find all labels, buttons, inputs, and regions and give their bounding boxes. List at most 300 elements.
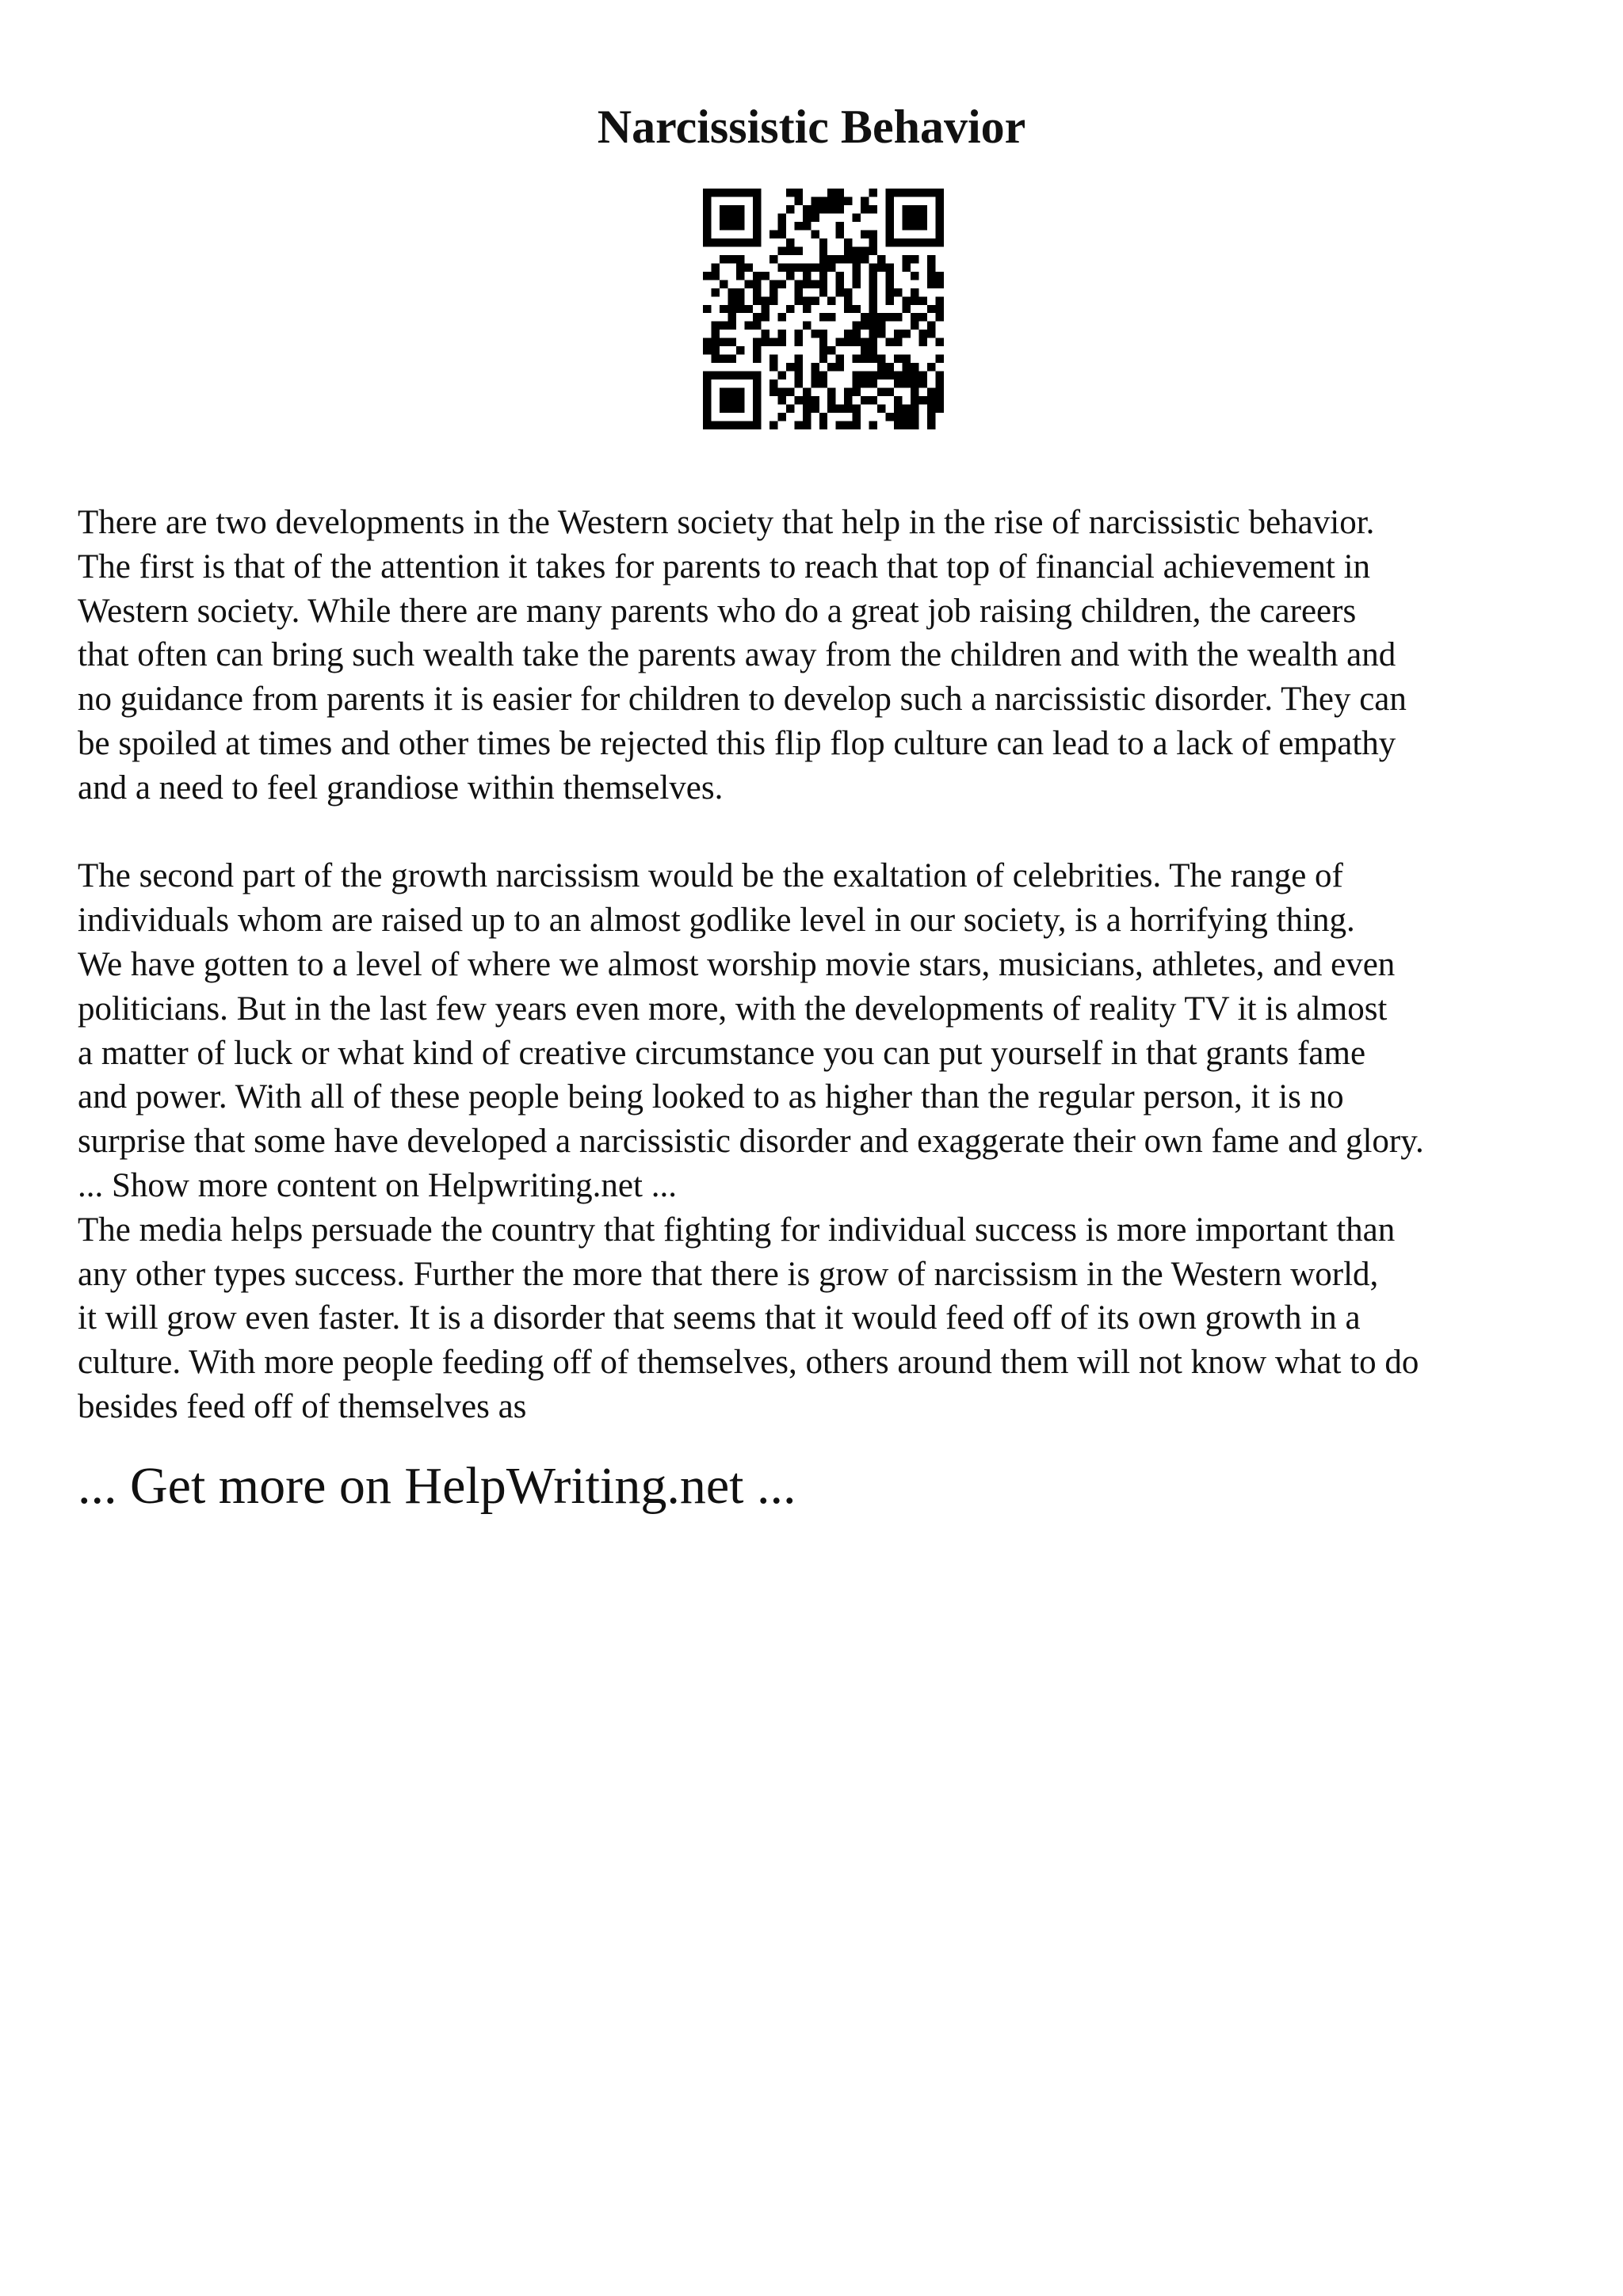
qr-module xyxy=(827,296,835,304)
qr-module xyxy=(753,213,761,221)
qr-module xyxy=(720,322,727,330)
qr-module xyxy=(794,372,802,379)
qr-module xyxy=(811,213,819,221)
get-more-link[interactable]: ... Get more on HelpWriting.net ... xyxy=(78,1457,796,1515)
qr-module xyxy=(777,330,785,338)
qr-module xyxy=(736,213,744,221)
qr-module xyxy=(720,189,727,196)
text-line: any other types success. Further the more that there is grow of narcissism in the Western world, xyxy=(78,1255,1379,1293)
qr-module xyxy=(869,280,877,288)
qr-module xyxy=(703,421,711,429)
qr-module xyxy=(894,421,902,429)
qr-module xyxy=(769,363,777,371)
qr-module xyxy=(819,272,827,280)
qr-module xyxy=(753,238,761,246)
qr-module xyxy=(753,338,761,346)
qr-module xyxy=(786,246,794,254)
qr-module xyxy=(703,189,711,196)
qr-module xyxy=(836,222,844,230)
qr-module xyxy=(869,313,877,321)
qr-module xyxy=(936,272,944,280)
qr-module xyxy=(853,213,861,221)
qr-module xyxy=(761,338,769,346)
qr-module xyxy=(886,196,894,204)
qr-module xyxy=(711,288,719,296)
qr-module xyxy=(919,205,927,213)
qr-module xyxy=(786,205,794,213)
qr-module xyxy=(877,355,885,363)
qr-module xyxy=(844,296,852,304)
qr-module xyxy=(727,189,735,196)
qr-module xyxy=(903,238,911,246)
qr-module xyxy=(927,388,935,396)
qr-module xyxy=(819,338,827,346)
qr-module xyxy=(703,213,711,221)
qr-module xyxy=(811,263,819,271)
qr-module xyxy=(911,222,918,230)
qr-module xyxy=(803,213,811,221)
qr-module xyxy=(819,205,827,213)
qr-module xyxy=(753,196,761,204)
qr-module xyxy=(861,322,869,330)
qr-module xyxy=(894,355,902,363)
qr-module xyxy=(720,338,727,346)
qr-module xyxy=(853,421,861,429)
qr-module xyxy=(877,255,885,263)
qr-module xyxy=(911,189,918,196)
qr-module xyxy=(819,330,827,338)
qr-module xyxy=(727,288,735,296)
qr-module xyxy=(827,205,835,213)
qr-module xyxy=(811,196,819,204)
qr-module xyxy=(861,338,869,346)
qr-module xyxy=(703,405,711,413)
text-line: a matter of luck or what kind of creative circumstance you can put yourself in that grants fame xyxy=(78,1034,1366,1072)
qr-module xyxy=(703,346,711,354)
qr-module xyxy=(919,189,927,196)
qr-module xyxy=(869,205,877,213)
qr-module xyxy=(753,372,761,379)
qr-module xyxy=(927,189,935,196)
qr-module xyxy=(727,205,735,213)
qr-module xyxy=(886,205,894,213)
qr-module xyxy=(794,379,802,387)
qr-module xyxy=(861,372,869,379)
qr-module xyxy=(786,405,794,413)
qr-module xyxy=(919,372,927,379)
qr-module xyxy=(936,296,944,304)
qr-module xyxy=(869,372,877,379)
qr-module xyxy=(936,196,944,204)
qr-module xyxy=(736,346,744,354)
qr-module xyxy=(869,296,877,304)
text-line: Western society. While there are many parents who do a great job raising children, the careers xyxy=(78,592,1357,630)
qr-module xyxy=(919,238,927,246)
qr-module xyxy=(736,388,744,396)
qr-module xyxy=(853,330,861,338)
document-title: Narcissistic Behavior xyxy=(597,101,1026,153)
qr-module xyxy=(703,379,711,387)
qr-module xyxy=(844,288,852,296)
qr-module xyxy=(919,296,927,304)
text-line: culture. With more people feeding off of themselves, others around them will not know what to do xyxy=(78,1344,1419,1382)
qr-module xyxy=(927,280,935,288)
qr-module xyxy=(853,379,861,387)
qr-module xyxy=(819,196,827,204)
qr-module xyxy=(769,230,777,238)
qr-module xyxy=(886,413,894,421)
qr-module xyxy=(936,230,944,238)
qr-module xyxy=(803,305,811,313)
qr-module xyxy=(861,230,869,238)
qr-module xyxy=(869,305,877,313)
qr-module xyxy=(877,330,885,338)
qr-module xyxy=(911,296,918,304)
qr-module xyxy=(794,263,802,271)
qr-module xyxy=(869,355,877,363)
qr-module xyxy=(853,372,861,379)
qr-module xyxy=(827,346,835,354)
qr-module xyxy=(903,363,911,371)
qr-module xyxy=(777,396,785,404)
qr-module xyxy=(744,322,752,330)
qr-module xyxy=(844,405,852,413)
qr-module xyxy=(927,305,935,313)
qr-module xyxy=(911,372,918,379)
qr-module xyxy=(886,189,894,196)
qr-module xyxy=(903,263,911,271)
qr-module xyxy=(853,338,861,346)
qr-module xyxy=(894,189,902,196)
qr-module xyxy=(727,396,735,404)
qr-module xyxy=(869,189,877,196)
qr-module xyxy=(836,189,844,196)
qr-module xyxy=(794,246,802,254)
qr-module xyxy=(703,305,711,313)
qr-module xyxy=(703,338,711,346)
qr-module xyxy=(769,280,777,288)
qr-module xyxy=(927,421,935,429)
qr-module xyxy=(720,255,727,263)
qr-module xyxy=(727,296,735,304)
qr-module xyxy=(927,363,935,371)
qr-module xyxy=(794,296,802,304)
qr-module xyxy=(703,372,711,379)
qr-module xyxy=(886,372,894,379)
qr-module xyxy=(836,205,844,213)
qr-module xyxy=(877,263,885,271)
qr-module xyxy=(869,396,877,404)
qr-module xyxy=(753,421,761,429)
qr-module xyxy=(911,421,918,429)
qr-module xyxy=(727,322,735,330)
text-line: it will grow even faster. It is a disorder that seems that it would feed off of its own growth in a xyxy=(78,1299,1361,1337)
qr-module xyxy=(911,405,918,413)
qr-module xyxy=(811,372,819,379)
qr-module xyxy=(736,205,744,213)
qr-module xyxy=(877,363,885,371)
qr-module xyxy=(853,272,861,280)
qr-module xyxy=(886,230,894,238)
qr-module xyxy=(711,372,719,379)
qr-module xyxy=(720,305,727,313)
qr-module xyxy=(769,379,777,387)
qr-module xyxy=(869,238,877,246)
qr-module xyxy=(811,230,819,238)
qr-module xyxy=(927,330,935,338)
qr-module xyxy=(844,246,852,254)
qr-module xyxy=(777,222,785,230)
qr-module xyxy=(936,280,944,288)
qr-module xyxy=(753,405,761,413)
qr-module xyxy=(844,388,852,396)
qr-module xyxy=(903,413,911,421)
qr-module xyxy=(869,330,877,338)
qr-module xyxy=(794,288,802,296)
qr-module xyxy=(786,272,794,280)
qr-module xyxy=(911,205,918,213)
qr-module xyxy=(811,330,819,338)
qr-module xyxy=(720,355,727,363)
qr-module xyxy=(844,255,852,263)
qr-code-icon xyxy=(703,189,944,429)
qr-module xyxy=(777,413,785,421)
qr-module xyxy=(911,238,918,246)
qr-module xyxy=(794,330,802,338)
qr-module xyxy=(794,338,802,346)
qr-module xyxy=(936,388,944,396)
qr-module xyxy=(703,396,711,404)
qr-module xyxy=(819,238,827,246)
text-line: no guidance from parents it is easier for children to develop such a narcissistic disorder. They can xyxy=(78,681,1407,719)
qr-module xyxy=(927,255,935,263)
qr-module xyxy=(753,272,761,280)
qr-module xyxy=(819,355,827,363)
qr-module xyxy=(894,313,902,321)
qr-module xyxy=(736,372,744,379)
paragraph-2 xyxy=(78,854,1568,1164)
qr-module xyxy=(853,246,861,254)
qr-module xyxy=(903,379,911,387)
qr-module xyxy=(886,338,894,346)
qr-module xyxy=(744,421,752,429)
qr-module xyxy=(911,313,918,321)
qr-module xyxy=(811,296,819,304)
qr-module xyxy=(903,330,911,338)
qr-module xyxy=(803,222,811,230)
qr-module xyxy=(736,296,744,304)
qr-module xyxy=(736,222,744,230)
qr-module xyxy=(911,272,918,280)
qr-module xyxy=(886,313,894,321)
qr-module xyxy=(769,421,777,429)
qr-module xyxy=(919,396,927,404)
qr-module xyxy=(903,421,911,429)
qr-module xyxy=(877,372,885,379)
qr-module xyxy=(911,379,918,387)
qr-module xyxy=(886,272,894,280)
qr-module xyxy=(903,296,911,304)
qr-module xyxy=(911,213,918,221)
qr-module xyxy=(744,305,752,313)
qr-module xyxy=(853,305,861,313)
qr-module xyxy=(886,288,894,296)
qr-module xyxy=(811,396,819,404)
qr-module xyxy=(786,305,794,313)
qr-module xyxy=(727,338,735,346)
qr-module xyxy=(919,330,927,338)
qr-module xyxy=(769,288,777,296)
qr-module xyxy=(711,338,719,346)
qr-module xyxy=(794,363,802,371)
qr-module xyxy=(869,338,877,346)
text-line: and power. With all of these people being looked to as higher than the regular person, it is no xyxy=(78,1078,1344,1116)
text-line: We have gotten to a level of where we almost worship movie stars, musicians, athletes, and even xyxy=(78,945,1396,983)
qr-module xyxy=(720,238,727,246)
qr-module xyxy=(853,355,861,363)
qr-module xyxy=(761,313,769,321)
qr-module xyxy=(911,288,918,296)
qr-module xyxy=(777,280,785,288)
qr-module xyxy=(753,379,761,387)
qr-module xyxy=(753,388,761,396)
qr-module xyxy=(894,379,902,387)
qr-module xyxy=(936,396,944,404)
qr-module xyxy=(844,330,852,338)
qr-module xyxy=(727,372,735,379)
qr-module xyxy=(753,413,761,421)
qr-module xyxy=(727,222,735,230)
qr-module xyxy=(886,388,894,396)
qr-module xyxy=(744,238,752,246)
qr-module xyxy=(819,379,827,387)
qr-module xyxy=(720,205,727,213)
qr-module xyxy=(827,388,835,396)
qr-module xyxy=(903,205,911,213)
qr-module xyxy=(736,288,744,296)
qr-module xyxy=(727,313,735,321)
text-line: politicians. But in the last few years even more, with the developments of reality TV it is almost xyxy=(78,990,1388,1028)
qr-module xyxy=(703,272,711,280)
text-line: surprise that some have developed a narcissistic disorder and exaggerate their own fame and glory. xyxy=(78,1123,1424,1161)
qr-module xyxy=(736,305,744,313)
qr-module xyxy=(711,322,719,330)
qr-module xyxy=(703,196,711,204)
qr-module xyxy=(869,288,877,296)
qr-module xyxy=(753,189,761,196)
qr-module xyxy=(919,338,927,346)
qr-module xyxy=(886,280,894,288)
qr-module xyxy=(727,421,735,429)
qr-module xyxy=(803,421,811,429)
qr-module xyxy=(711,263,719,271)
document-body xyxy=(78,501,1568,1429)
qr-module xyxy=(711,189,719,196)
qr-module xyxy=(894,413,902,421)
qr-module xyxy=(869,322,877,330)
qr-module xyxy=(794,280,802,288)
text-line: that often can bring such wealth take the parents away from the children and with the wealth and xyxy=(78,636,1396,674)
qr-module xyxy=(769,338,777,346)
qr-module xyxy=(794,355,802,363)
qr-module xyxy=(777,372,785,379)
qr-module xyxy=(819,372,827,379)
qr-module xyxy=(836,255,844,263)
qr-module xyxy=(911,322,918,330)
qr-module xyxy=(903,255,911,263)
qr-module xyxy=(853,388,861,396)
qr-module xyxy=(844,338,852,346)
qr-module xyxy=(836,363,844,371)
qr-module xyxy=(819,313,827,321)
qr-module xyxy=(869,263,877,271)
qr-module xyxy=(894,405,902,413)
qr-module xyxy=(861,246,869,254)
qr-module xyxy=(711,355,719,363)
qr-module xyxy=(927,396,935,404)
qr-module xyxy=(803,205,811,213)
qr-module xyxy=(819,413,827,421)
show-more-link[interactable]: ... Show more content on Helpwriting.net ... xyxy=(78,1166,677,1204)
qr-module xyxy=(786,263,794,271)
qr-module xyxy=(861,255,869,263)
qr-module xyxy=(744,372,752,379)
qr-module xyxy=(927,272,935,280)
paragraph-3 xyxy=(78,1208,1568,1429)
qr-module xyxy=(803,296,811,304)
qr-module xyxy=(919,379,927,387)
text-line: besides feed off of themselves as xyxy=(78,1387,527,1425)
qr-module xyxy=(753,280,761,288)
qr-module xyxy=(727,213,735,221)
qr-module xyxy=(753,230,761,238)
qr-module xyxy=(903,189,911,196)
qr-module xyxy=(727,388,735,396)
qr-module xyxy=(703,222,711,230)
qr-module xyxy=(711,346,719,354)
qr-module xyxy=(836,421,844,429)
qr-module xyxy=(736,396,744,404)
qr-module xyxy=(720,372,727,379)
paragraph-1 xyxy=(78,501,1568,810)
qr-module xyxy=(894,238,902,246)
qr-module xyxy=(803,388,811,396)
qr-module xyxy=(877,322,885,330)
paragraph-gap xyxy=(78,810,1568,855)
qr-module xyxy=(753,396,761,404)
qr-module xyxy=(886,222,894,230)
qr-module xyxy=(927,263,935,271)
qr-module xyxy=(827,405,835,413)
qr-module xyxy=(911,388,918,396)
qr-module xyxy=(777,388,785,396)
qr-module xyxy=(819,255,827,263)
qr-module xyxy=(794,189,802,196)
qr-module xyxy=(794,421,802,429)
qr-module xyxy=(753,322,761,330)
qr-module xyxy=(811,280,819,288)
qr-module xyxy=(936,238,944,246)
qr-module xyxy=(777,313,785,321)
qr-module xyxy=(836,272,844,280)
qr-module xyxy=(736,405,744,413)
qr-module xyxy=(853,405,861,413)
qr-module xyxy=(720,388,727,396)
qr-module xyxy=(877,405,885,413)
qr-module xyxy=(861,205,869,213)
qr-module xyxy=(827,313,835,321)
qr-module xyxy=(711,238,719,246)
